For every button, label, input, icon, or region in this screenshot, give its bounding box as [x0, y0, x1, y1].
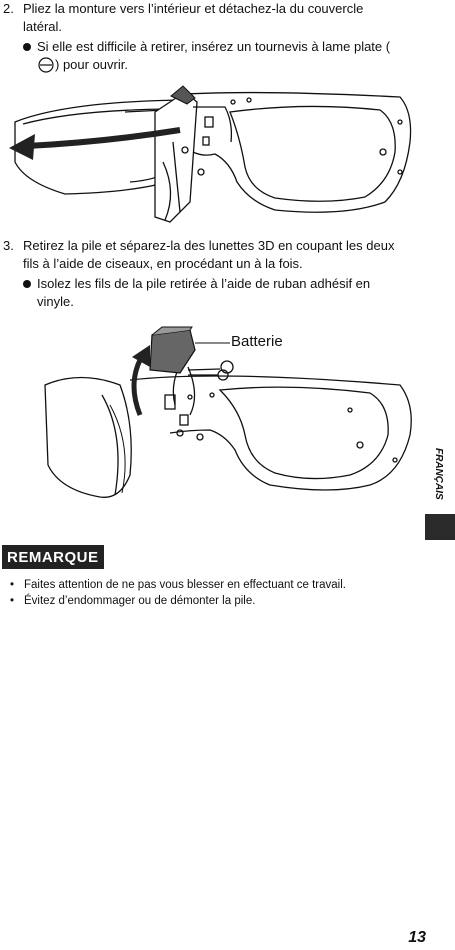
- bullet-dot-icon: [23, 43, 31, 51]
- step-number: 2.: [3, 1, 14, 16]
- step-2: [3, 0, 403, 74]
- bullet-text-start: Si elle est difficile à retirer, insérez un tournevis à lame plate (: [37, 39, 391, 54]
- battery-removal-illustration: [40, 325, 420, 510]
- remarque-heading: REMARQUE: [2, 545, 104, 569]
- frame-detach-illustration: [5, 82, 415, 230]
- note-dot: •: [10, 595, 15, 607]
- note-item: [10, 593, 430, 609]
- bullet-text-end: ) pour ouvrir.: [55, 57, 128, 72]
- step-bullet: [23, 38, 403, 74]
- remarque-notes: [10, 577, 430, 609]
- step-text: Retirez la pile et séparez-la des lunettes 3D en coupant les deux fils à l’aide de ciseaux, en procédant un à la fois.: [23, 238, 395, 271]
- language-tab: [425, 514, 455, 540]
- step-text: Pliez la monture vers l’intérieur et détachez-la du couvercle latéral.: [23, 1, 364, 34]
- note-text: Faites attention de ne pas vous blesser en effectuant ce travail.: [24, 579, 346, 591]
- battery-label: Batterie: [231, 333, 283, 350]
- page-number: 13: [408, 929, 426, 946]
- note-text: Évitez d’endommager ou de démonter la pile.: [24, 595, 256, 607]
- step-bullet: [23, 275, 403, 311]
- flat-screwdriver-icon: [37, 57, 55, 73]
- note-item: [10, 577, 430, 593]
- step-3: [3, 237, 403, 311]
- bullet-dot-icon: [23, 280, 31, 288]
- step-number: 3.: [3, 238, 14, 253]
- note-dot: •: [10, 579, 15, 591]
- bullet-text: Isolez les fils de la pile retirée à l’aide de ruban adhésif en vinyle.: [37, 276, 371, 309]
- language-label: FRANÇAIS: [433, 448, 444, 500]
